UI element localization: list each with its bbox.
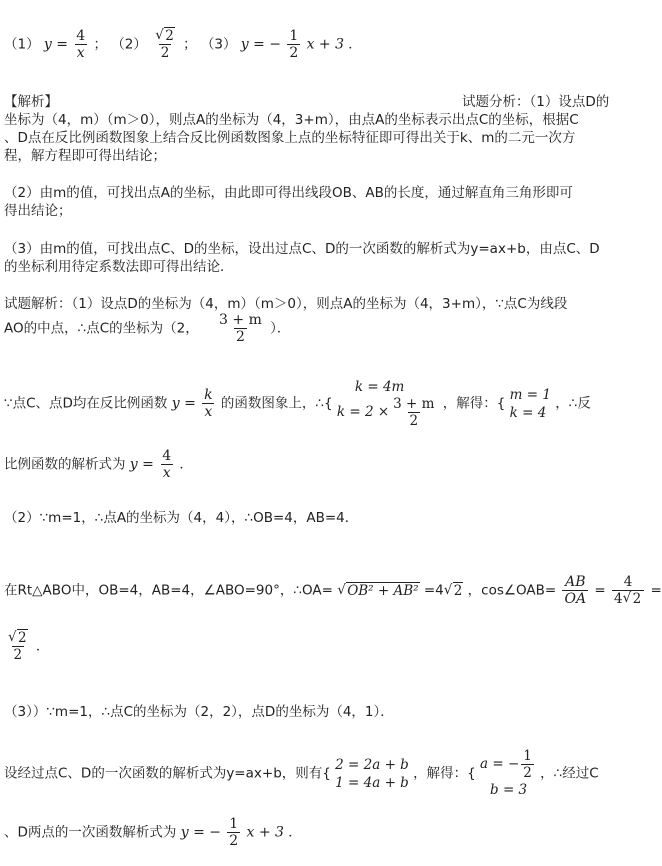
answer-3-lhs: y = −	[240, 36, 282, 53]
solution-line-10: 、D两点的一次函数解析式为 y = − $\frac{1}{2}$ x + 3 ．	[4, 816, 302, 849]
answer-1-lhs: y =	[43, 36, 68, 53]
solution-line-1: 试题解析：（1）设点D的坐标为（4，m）（m＞0），则点A的坐标为（4，3+m），∵点C为线段	[4, 296, 568, 312]
answer-1-fraction: $\frac{4}{x}$	[76, 28, 86, 61]
solution-line-5: （2）∵m=1，∴点A的坐标为（4，4），∴OB=4，AB=4．	[4, 510, 359, 526]
oa-sqrt: √ OB² + AB²	[337, 583, 419, 599]
analysis-part-3-line-1: （3）由m的值，可找出点C、D的坐标，设出过点C、D的一次函数的解析式为y=ax+b，由点C、D	[4, 241, 600, 257]
solution-line-2: AO的中点，∴点C的坐标为（2， $\frac{3 + m}{2}$ ）．	[4, 312, 291, 345]
answer-2-fraction: √ $\frac{2}{2}$	[153, 28, 177, 61]
answer-sep-1: ；	[93, 36, 107, 53]
solution-system-2: a = − $\frac{1}{2}$ b = 3	[480, 748, 532, 798]
answer-3-fraction: $\frac{1}{2}$	[289, 28, 299, 61]
analysis-line-3: 程，解方程即可得出结论；	[4, 148, 166, 164]
solution-line-7: √ $\frac{2}{2}$ ．	[4, 630, 49, 663]
analysis-line-1: 坐标为（4，m）（m＞0），则点A的坐标为（4，3+m），由点A的坐标表示出点C的坐标，根据C	[4, 112, 579, 128]
point-c-y-fraction: $\frac{3 + m}{2}$	[219, 312, 262, 345]
answer-sep-2: ；	[183, 36, 197, 53]
sqrt-two: √ 2	[444, 583, 464, 599]
analysis-part-3-line-2: 的坐标利用待定系数法即可得出结论．	[4, 259, 234, 275]
solution-line-3: ∵点C、点D均在反比例函数 y = $\frac{k}{x}$ 的函数图象上，∴{ k = 4m k = 2 × $\frac{3 + m}{2}$ ，解得：{ m = 1 k = 4 ，∴反	[4, 379, 591, 429]
answer-line	[4, 28, 362, 61]
analysis-header: 【解析】	[4, 94, 58, 110]
analysis-part-2-line-2: 得出结论；	[4, 203, 72, 219]
analysis-line-2: 、D点在反比例函数图象上结合反比例函数图象上点的坐标特征即可得出关于k、m的二元一次方	[4, 130, 576, 146]
linear-function-fraction: $\frac{1}{2}$	[229, 816, 239, 849]
solution-line-8: （3））∵m=1，∴点C的坐标为（2，2），点D的坐标为（4，1）．	[4, 704, 394, 720]
cos-fraction: $\frac{AB}{OA}$	[564, 574, 587, 607]
equation-system-1: k = 4m k = 2 × $\frac{3 + m}{2}$	[336, 379, 435, 429]
cos-value-fraction: $\frac{4}{4√ 2}$	[612, 574, 644, 607]
solution-line-4: 比例函数的解析式为 y = $\frac{4}{x}$ ．	[4, 448, 193, 481]
solution-line-9: 设经过点C、D的一次函数的解析式为y=ax+b，则有{ 2 = 2a + b 1 = 4a + b ，解得：{ a = − $\frac{1}{2}$ b = 3 ，∴经过C	[4, 748, 599, 798]
answer-part-2-label: （2）	[111, 36, 147, 53]
inverse-function-fraction: $\frac{k}{x}$	[204, 387, 213, 420]
solution-system-1: m = 1 k = 4	[509, 386, 551, 421]
solution-line-6: 在Rt△ABO中，OB=4，AB=4，∠ABO=90°，∴OA= √ OB² + AB² =4√ 2 ，cos∠OAB= $\frac{AB}{OA}$ = $\frac{4}{4√ 2}$ =	[4, 574, 662, 607]
sqrt-symbol: √ 2	[155, 28, 175, 44]
cos-result-fraction: √ $\frac{2}{2}$	[6, 630, 30, 663]
answer-3-tail: x + 3	[306, 36, 344, 53]
answer-part-3-label: （3）	[200, 36, 237, 53]
analysis-header-right: 试题分析：（1）设点D的	[462, 94, 610, 110]
answer-end: ．	[348, 36, 362, 53]
inverse-function-result-fraction: $\frac{4}{x}$	[162, 448, 172, 481]
answer-part-1-label: （1）	[4, 36, 40, 53]
analysis-part-2-line-1: （2）由m的值，可找出点A的坐标，由此即可得出线段OB、AB的长度，通过解直角三角形即可	[4, 185, 573, 201]
equation-system-2: 2 = 2a + b 1 = 4a + b	[335, 756, 409, 791]
